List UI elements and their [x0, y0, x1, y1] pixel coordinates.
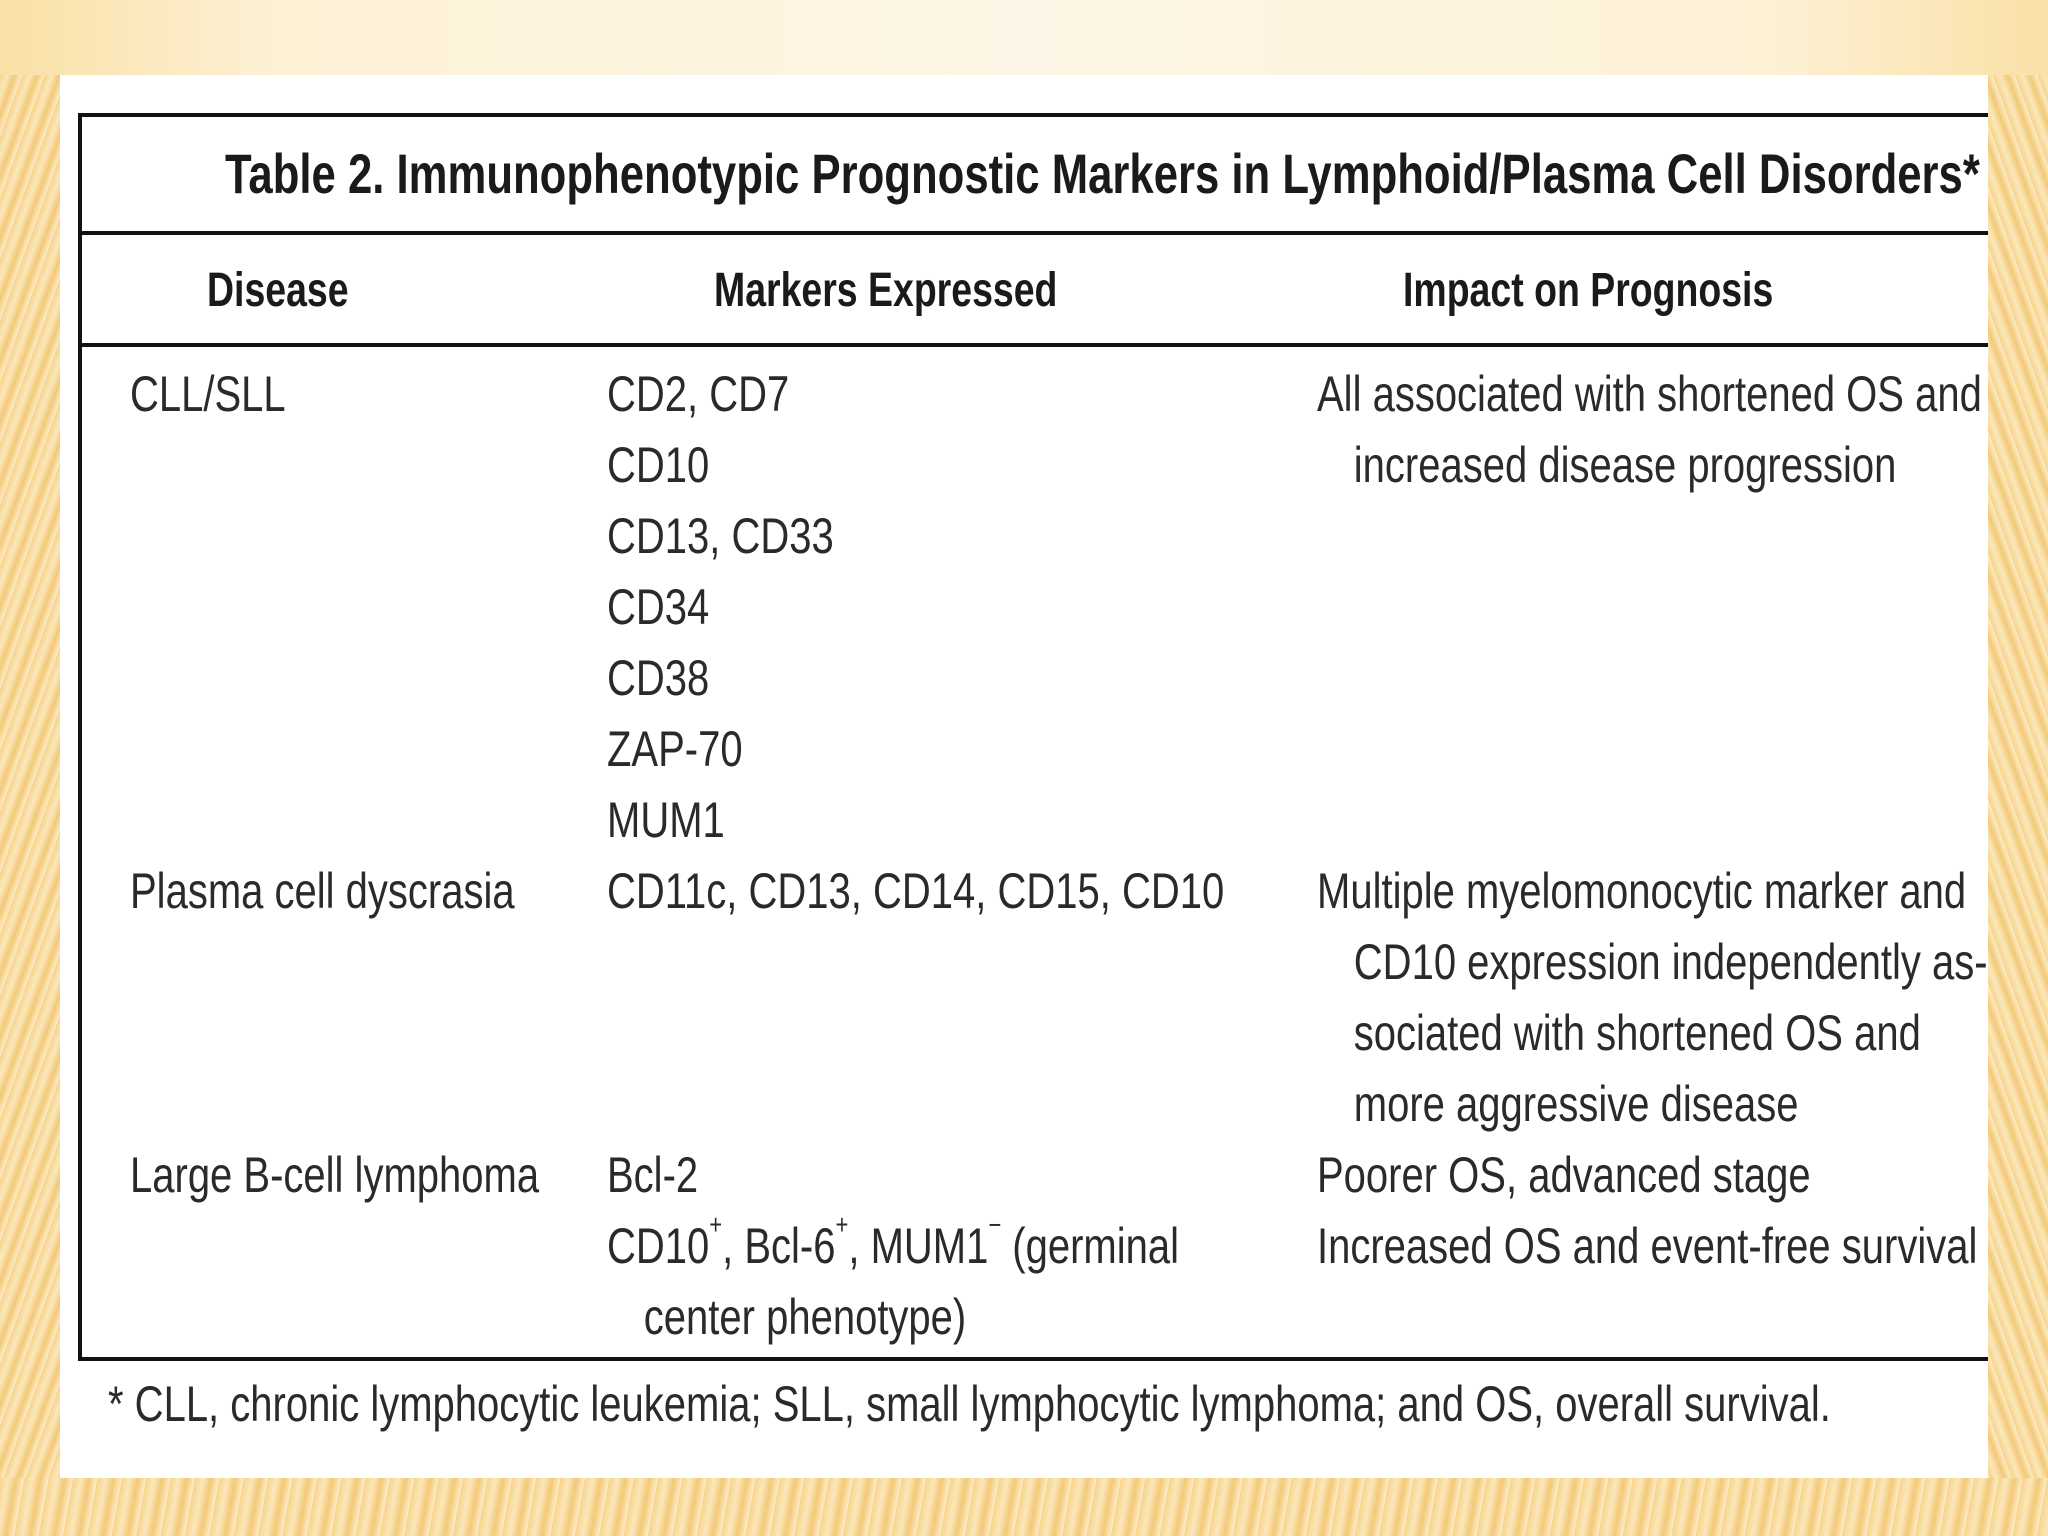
superscript-positive: + [835, 1209, 849, 1240]
table-row-plasma-impact [1317, 856, 1988, 1140]
marker-line: CD2, CD7 [607, 366, 790, 422]
table-row-cll-disease: CLL/SLL [130, 366, 286, 422]
marker-text: CD10 [607, 1218, 710, 1274]
superscript-positive: + [709, 1209, 723, 1240]
marker-line: ZAP-70 [607, 721, 743, 777]
slide-background-top [0, 0, 2048, 75]
table-row-cll-impact [1317, 359, 1982, 501]
impact-line: Poorer OS, advanced stage [1317, 1147, 1811, 1203]
impact-line: All associated with shortened OS and [1317, 366, 1982, 422]
slide-background-right [1988, 75, 2048, 1536]
table-row-lbcl-disease: Large B-cell lymphoma [130, 1147, 540, 1203]
table-row-lbcl-markers [607, 1140, 1179, 1353]
impact-line: more aggressive disease [1353, 1076, 1799, 1132]
table-image-card [60, 75, 1988, 1478]
slide-background-left [0, 75, 60, 1536]
column-header-disease: Disease [207, 264, 349, 317]
column-header-impact: Impact on Prognosis [1403, 264, 1774, 317]
marker-line: center phenotype) [643, 1289, 967, 1345]
slide-background-bottom [0, 1478, 2048, 1536]
impact-line: increased disease progression [1353, 437, 1897, 493]
marker-line-germinal [607, 1211, 1179, 1282]
marker-line: MUM1 [607, 792, 725, 848]
marker-text: , Bcl-6 [722, 1218, 836, 1274]
table-title-row [82, 117, 1988, 235]
column-header-markers: Markers Expressed [714, 264, 1058, 317]
impact-line: sociated with shortened OS and [1353, 1005, 1921, 1061]
marker-line: CD10 [607, 437, 710, 493]
marker-line: CD34 [607, 579, 710, 635]
marker-line: Bcl-2 [607, 1147, 699, 1203]
table-footnote: * CLL, chronic lymphocytic leukemia; SLL, small lymphocytic lymphoma; and OS, overall survival. [108, 1376, 1831, 1432]
impact-line: Multiple myelomonocytic marker and [1317, 863, 1967, 919]
impact-line: Increased OS and event-free survival [1317, 1218, 1978, 1274]
marker-text: (germinal [1001, 1218, 1180, 1274]
marker-line: CD38 [607, 650, 710, 706]
table-title: Table 2. Immunophenotypic Prognostic Markers in Lymphoid/Plasma Cell Disorders* [225, 142, 1980, 205]
table-header-row [82, 235, 1988, 347]
marker-line: CD13, CD33 [607, 508, 834, 564]
impact-line: CD10 expression independently as- [1353, 934, 1988, 990]
table-row-lbcl-impact [1317, 1140, 1977, 1282]
table-row-plasma-markers [607, 856, 1224, 927]
marker-line: CD11c, CD13, CD14, CD15, CD10 [607, 863, 1225, 919]
marker-text: , MUM1 [848, 1218, 989, 1274]
table-frame [78, 113, 1988, 1361]
superscript-negative: − [988, 1209, 1002, 1240]
table-row-cll-markers [607, 359, 834, 856]
table-row-plasma-disease: Plasma cell dyscrasia [130, 863, 515, 919]
